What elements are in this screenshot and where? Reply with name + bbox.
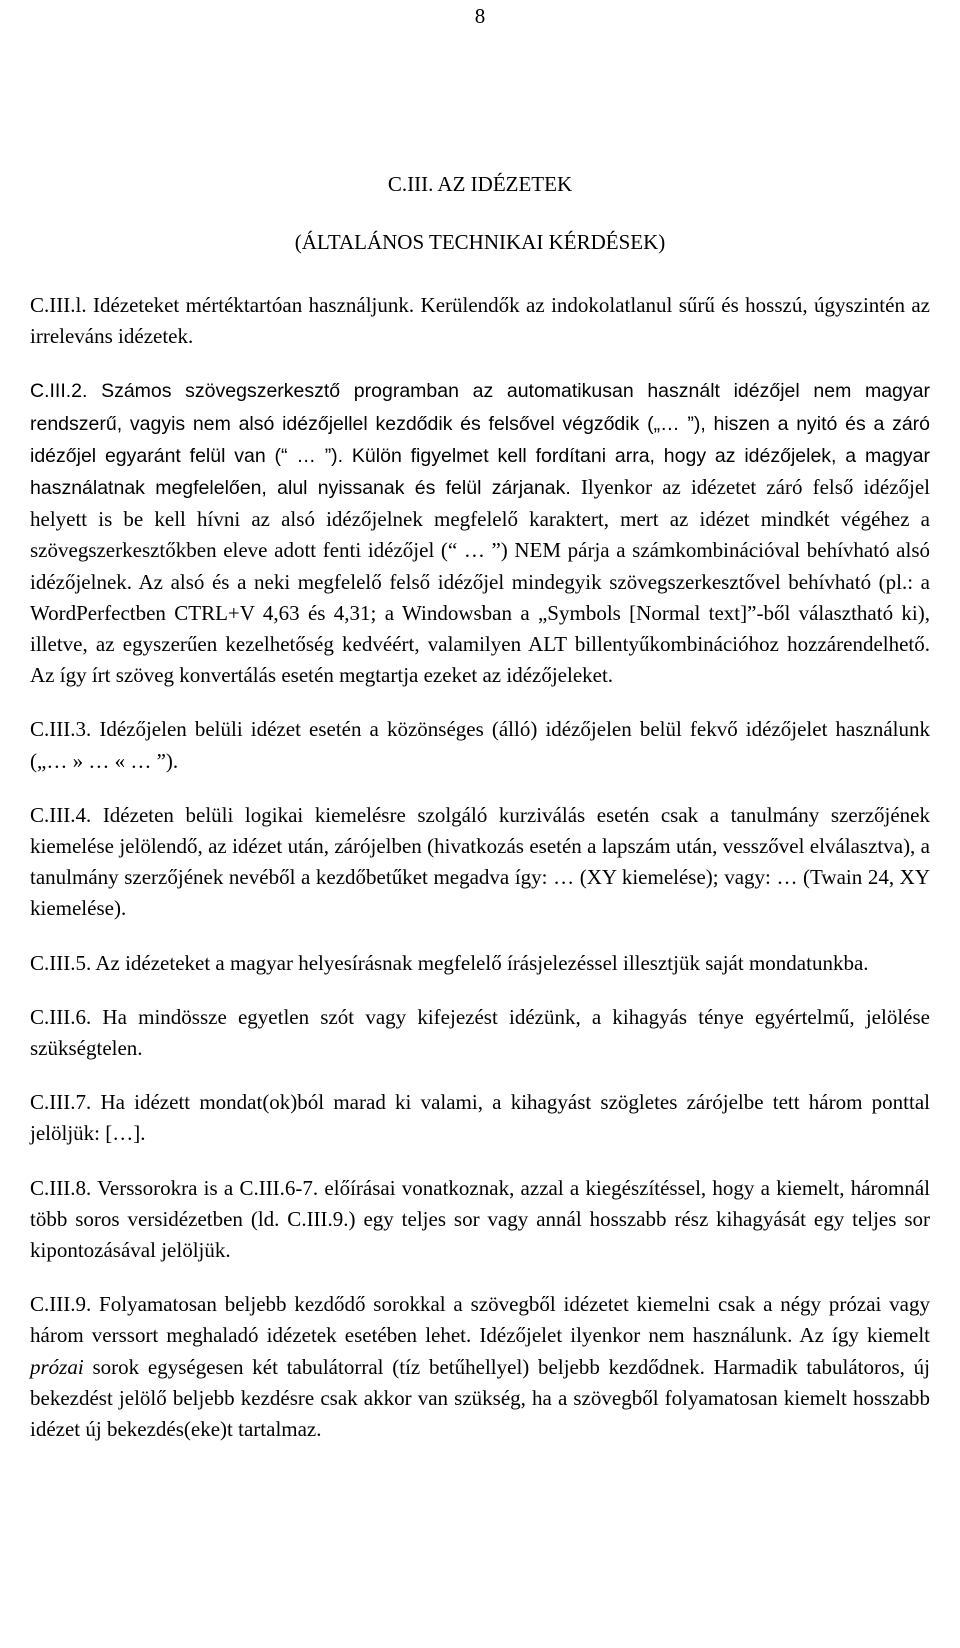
paragraph-c-iii-3: C.III.3. Idézőjelen belüli idézet esetén a közönséges (álló) idézőjelen belül fekvő idézőjelet használunk („… » … « … ”). bbox=[30, 717, 930, 773]
chapter-subtitle: (ÁLTALÁNOS TECHNIKAI KÉRDÉSEK) bbox=[294, 230, 666, 254]
paragraph-c-iii-7: C.III.7. Ha idézett mondat(ok)ból marad ki valami, a kihagyást szögletes zárójelbe tett három ponttal jelöljük: […]. bbox=[30, 1090, 930, 1146]
paragraph-c-iii-1: C.III.l. Idézeteket mértéktartóan használjunk. Kerülendők az indokolatlanul sűrű és hosszú, úgyszintén az irreleváns idézetek. bbox=[30, 293, 930, 349]
paragraph-c-iii-8: C.III.8. Verssorokra is a C.III.6-7. előírásai vonatkoznak, azzal a kiegészítéssel, hogy a kiemelt, háromnál több soros versidézetben (ld. C.III.9.) egy teljes sor vagy annál hosszabb rész kihagyását egy teljes sor kipontozásával jelöljük. bbox=[30, 1175, 930, 1263]
paragraph-c-iii-2 bbox=[30, 375, 930, 691]
paragraph-c-iii-9-part-b: sorok egységesen két tabulátorral (tíz betűhellyel) beljebb kezdődnek. Harmadik tabulátoros, új bekezdést jelölő beljebb kezdésre csak akkor van szükség, ha a szövegből folyamatosan kiemelt hosszabb idézet új bekezdés(eke)t tartalmaz. bbox=[30, 1354, 930, 1442]
paragraph-c-iii-5: C.III.5. Az idézeteket a magyar helyesírásnak megfelelő írásjelezéssel illesztjük saját mondatunkba. bbox=[30, 950, 869, 975]
chapter-title: C.III. AZ IDÉZETEK bbox=[387, 172, 573, 196]
document-body bbox=[30, 290, 930, 1468]
paragraph-c-iii-2-sans-part: C.III.2. Számos szövegszerkesztő programban az automatikusan használt idézőjel nem magyar rendszerű, vagyis nem alsó idézőjellel kezdődik és felsővel végződik („… ”), hiszen a nyitó és a záró idézőjel egyaránt felül van (“ … ”). Külön figyelmet kell fordítani arra, hogy az idézőjelek, a magyar használatnak megfelelően, alul nyissanak és felül zárjanak. bbox=[30, 380, 930, 500]
paragraph-c-iii-2-serif-part: Ilyenkor az idézetet záró felső idézőjel helyett is be kell hívni az alsó idézőjelnek megfelelő karaktert, mert az idézet mindkét végéhez a szövegszerkesztőkben eleve adott fenti idézőjel (“ … ”) NEM párja a számkombinációval behívható alsó idézőjelnek. Az alsó és a neki megfelelő felső idézőjel mindegyik szövegszerkesztővel behívható (pl.: a WordPerfectben CTRL+V 4,63 és 4,31; a Windowsban a „Symbols [Normal text]”-ből választható ki), illetve, az egyszerűen kezelhetőség kedvéért, valamilyen ALT billentyűkombinációhoz hozzárendelhető. Az így írt szöveg konvertálás esetén megtartja ezeket az idézőjeleket. bbox=[30, 475, 930, 688]
paragraph-c-iii-9-part-a: C.III.9. Folyamatosan beljebb kezdődő sorokkal a szövegből idézetet kiemelni csak a négy prózai vagy három verssort meghaladó idézetek esetében lehet. Idézőjelet ilyenkor nem használunk. Az így kiemelt bbox=[30, 1292, 930, 1348]
paragraph-c-iii-9 bbox=[30, 1289, 930, 1445]
page-number: 8 bbox=[474, 4, 486, 28]
paragraph-c-iii-6: C.III.6. Ha mindössze egyetlen szót vagy kifejezést idézünk, a kihagyás ténye egyértelmű, jelölése szükségtelen. bbox=[30, 1004, 930, 1061]
paragraph-c-iii-9-italic-word: prózai bbox=[30, 1354, 84, 1379]
paragraph-c-iii-4: C.III.4. Idézeten belüli logikai kiemelésre szolgáló kurziválás esetén csak a tanulmány szerzőjének kiemelése jelölendő, az idézet után, zárójelben (hivatkozás esetén a lapszám után, vesszővel elválasztva), a tanulmány szerzőjének nevéből a kezdőbetűket megadva így: … (XY kiemelése); vagy: … (Twain 24, XY kiemelése). bbox=[30, 802, 930, 921]
